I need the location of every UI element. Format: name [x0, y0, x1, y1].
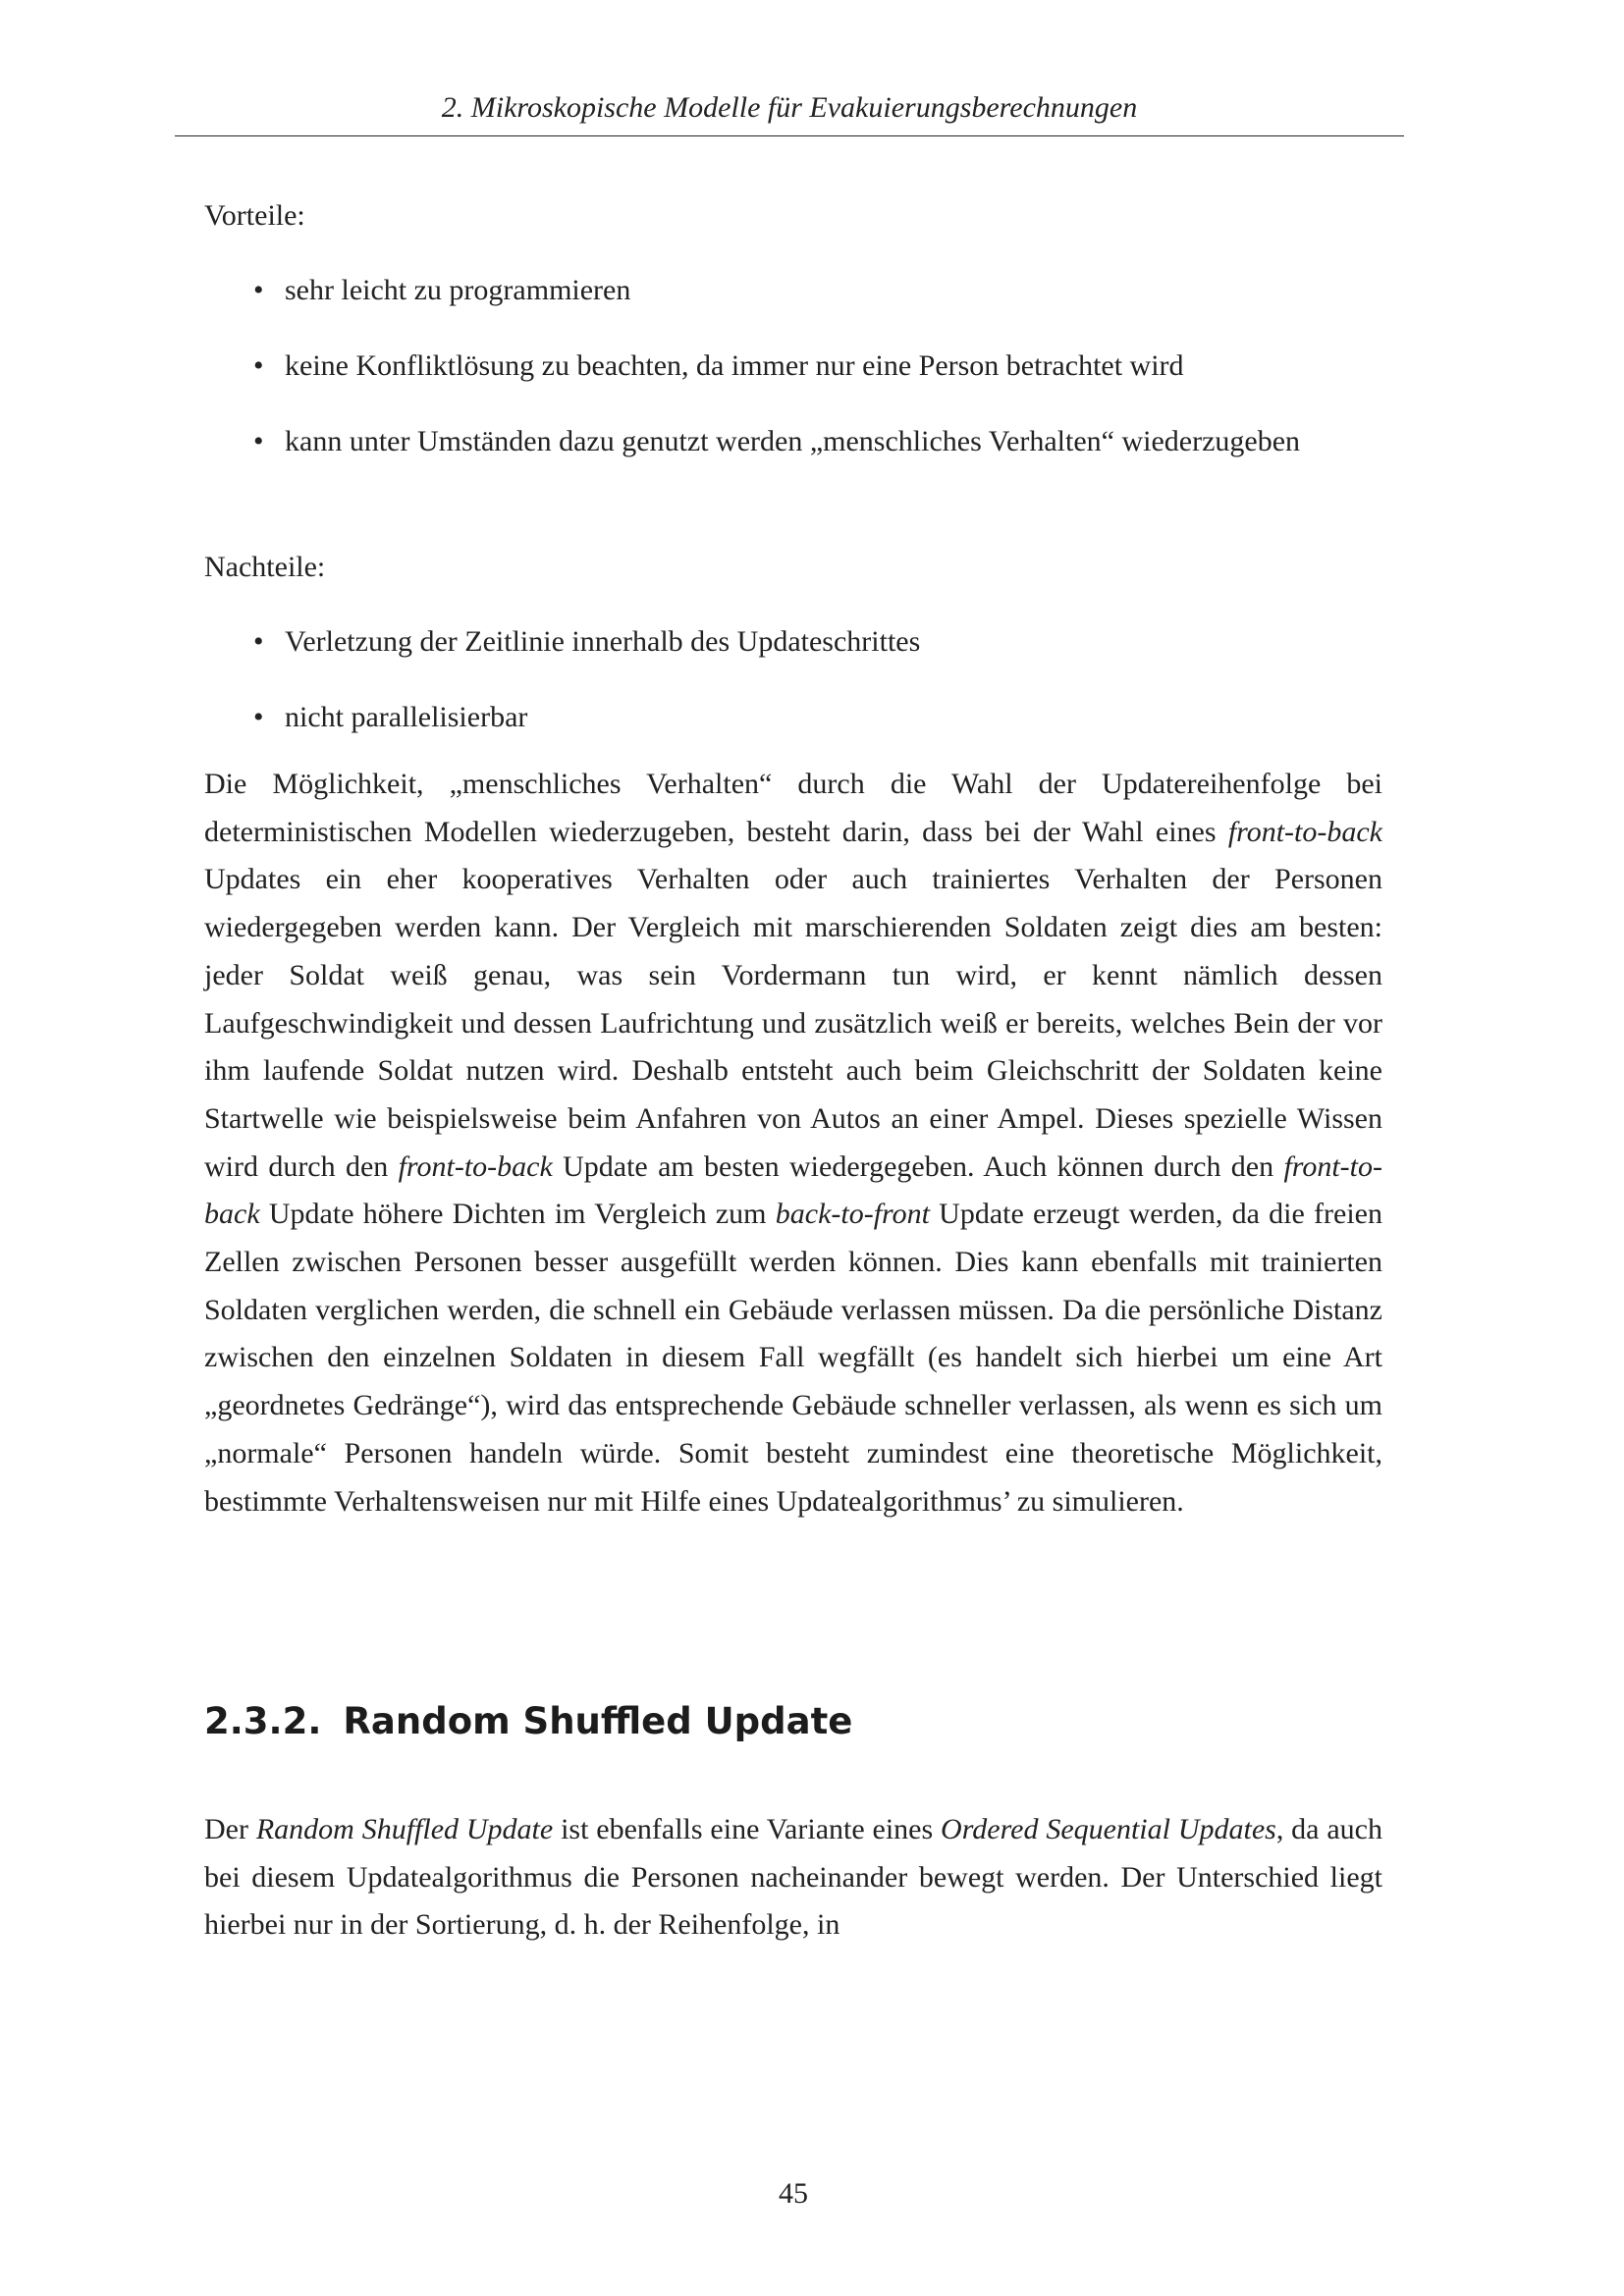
section-heading — [204, 1698, 852, 1745]
page-number: 45 — [779, 2177, 808, 2210]
bullet-icon: • — [253, 625, 264, 658]
section-number: 2.3.2. — [204, 1700, 322, 1742]
body-paragraph-2: Der Random Shuffled Update ist ebenfalls eine Variante eines Ordered Sequential Updates, da auch bei diesem Updatealgorithmus die Personen nacheinander bewegt werden. Der Unterschied liegt hierbei nur in der Sortierung, d. h. der Reihenfolge, in — [204, 1813, 1382, 1942]
list-item: • sehr leicht zu programmieren — [204, 267, 1382, 314]
body-paragraph-1: Die Möglichkeit, „menschliches Verhalten“ durch die Wahl der Updatereihenfolge bei deterministischen Modellen wiederzugeben, besteht darin, dass bei der Wahl eines front-to-back Updates ein eher kooperatives Verhalten oder auch trainiertes Verhalten der Personen wiedergegeben werden kann. Der Vergleich mit marschierenden Soldaten zeigt dies am besten: jeder Soldat weiß genau, was sein Vordermann tun wird, er kennt nämlich dessen Laufgeschwindigkeit und dessen Laufrichtung und zusätzlich weiß er bereits, welches Bein der vor ihm laufende Soldat nutzen wird. Deshalb entsteht auch beim Gleichschritt der Soldaten keine Startwelle wie beispielsweise beim Anfahren von Autos an einer Ampel. Dieses spezielle Wissen wird durch den front-to-back Update am besten wiedergegeben. Auch können durch den front-to-back Update höhere Dichten im Vergleich zum back-to-front Update erzeugt werden, da die freien Zellen zwischen Personen besser ausgefüllt werden können. Dies kann ebenfalls mit trainierten Soldaten verglichen werden, die schnell ein Gebäude verlassen müssen. Da die persönliche Distanz zwischen den einzelnen Soldaten in diesem Fall wegfällt (es handelt sich hierbei um eine Art „geordnetes Gedränge“), wird das entsprechende Gebäude schneller verlassen, als wenn es sich um „normale“ Personen handeln würde. Somit besteht zumindest eine theoretische Möglichkeit, bestimmte Verhaltensweisen nur mit Hilfe eines Updatealgorithmus’ zu simulieren. — [204, 768, 1382, 1518]
list-item: • keine Konfliktlösung zu beachten, da immer nur eine Person betrachtet wird — [204, 343, 1382, 390]
bullet-icon: • — [253, 274, 264, 306]
section-title: Random Shuffled Update — [343, 1700, 853, 1742]
list-item: • kann unter Umständen dazu genutzt werden „menschliches Verhalten“ wiederzugeben — [204, 418, 1382, 465]
bullet-icon: • — [253, 425, 264, 457]
bullet-icon: • — [253, 349, 264, 382]
bullet-icon: • — [253, 701, 264, 733]
running-header: 2. Mikroskopische Modelle für Evakuierungsberechnungen — [175, 88, 1404, 136]
disadvantages-list — [204, 618, 1382, 770]
document-page — [204, 88, 1382, 2210]
advantages-list — [204, 267, 1382, 494]
list-item: • Verletzung der Zeitlinie innerhalb des Updateschrittes — [204, 618, 1382, 666]
list-item: • nicht parallelisierbar — [204, 694, 1382, 741]
disadvantages-label: Nachteile: — [204, 551, 326, 583]
advantages-label: Vorteile: — [204, 199, 305, 232]
